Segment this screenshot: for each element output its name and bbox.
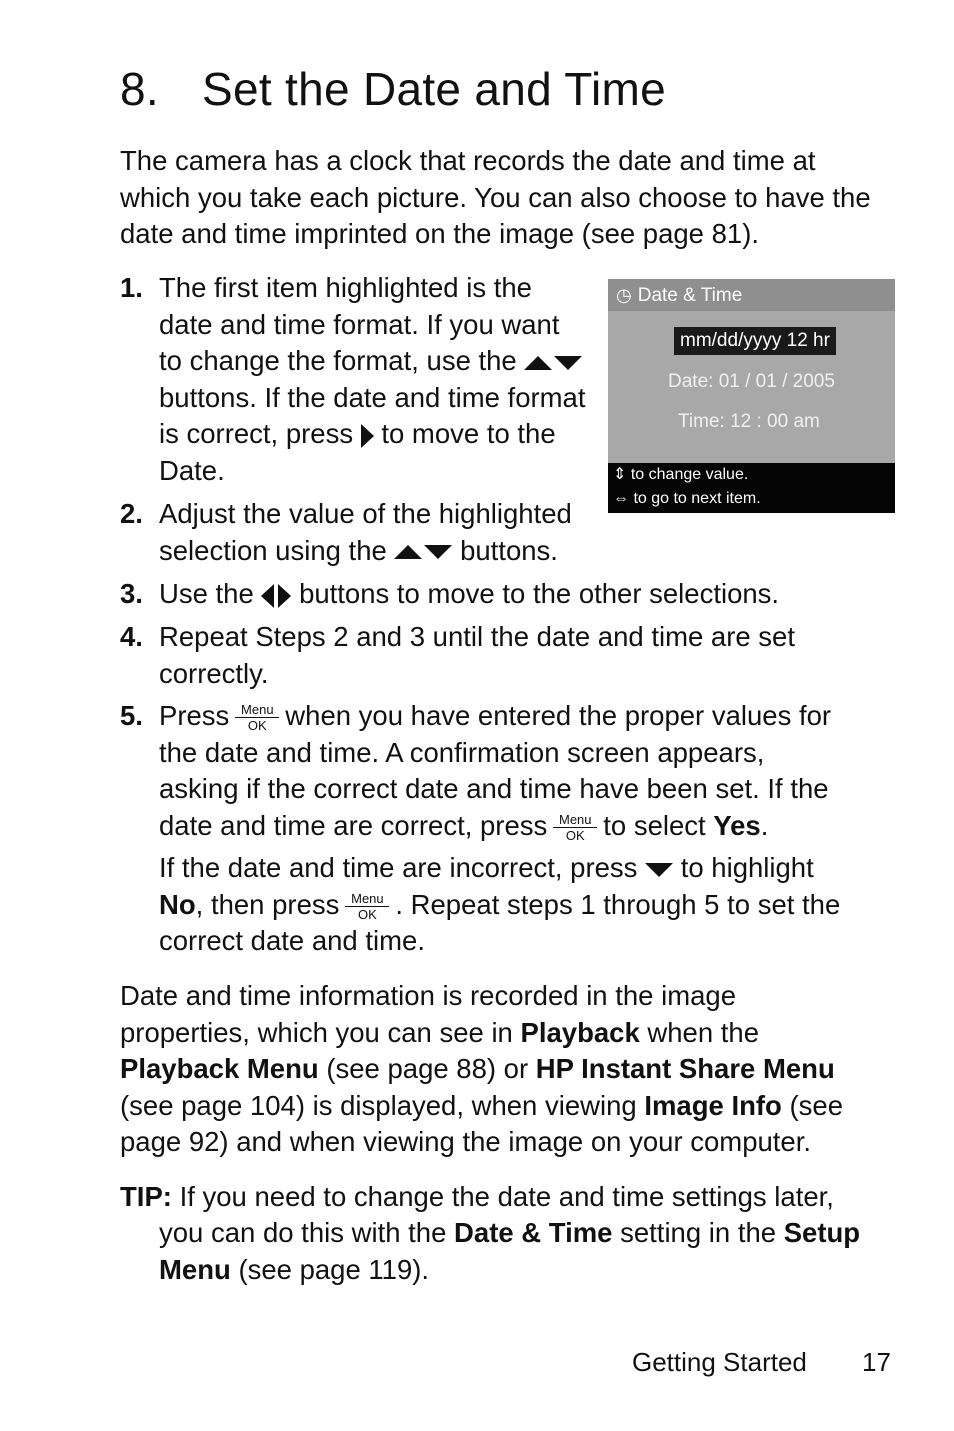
right-arrow-icon (278, 584, 291, 608)
left-right-icon: ⇔ (613, 490, 629, 507)
time-value: Time: 12 : 00 am (678, 411, 820, 432)
down-arrow-icon (424, 545, 452, 559)
up-arrow-icon (524, 356, 552, 370)
section-number: 8. (120, 63, 159, 115)
footer-section: Getting Started (632, 1347, 807, 1377)
left-arrow-icon (261, 584, 274, 608)
menu-ok-icon: Menu OK (553, 813, 597, 842)
down-arrow-icon (554, 356, 582, 370)
camera-screen-image (608, 279, 895, 513)
manual-page: 8. Set the Date and Time The camera has a clock that records the date and time at which you take each picture. You can also choose to have the date and time imprinted on the image (see page 81). 1. The first item highlighted is the date and time format. If you want to change the format, use the buttons. If the date and time format is correct, press to move to the Date. 2. Adjust the value of the highlighted selection using the buttons. 3. Use the buttons to move to the other selections. 4. Repeat Steps 2 and 3 until the date and time are set correctly. 5. Press Menu OK when you have entered the proper values for the date and time. A confirmation screen appears, asking if the correct date and time have been set. If the date and time are correct, press Menu OK to select Yes. If the date and time are incorrect, press to highlight No, then press Menu OK . Repeat steps 1 through 5 to set the correct date and time. ◷ Date & Time mm/dd/yyyy 12 hr Date: 01 / 01 / 2005 Time: 12 : 00 am ⇕ to change value. ⇔ to go to next item. Date and time information is recorded in the image properties, which you can see in Playback when the Playback Menu (see page 88) or HP Instant Share Menu (see page 104) is displayed, when viewing Image Info (see page 92) and when viewing the image on your computer. TIP: If you need to change the date and time settings later, you can do this with the Date & Time setting in the Setup Menu (see page 119). Getting Started 17 (0, 0, 954, 1431)
step-number: 2. (120, 498, 143, 529)
right-arrow-icon (361, 424, 374, 448)
section-title: Set the Date and Time (202, 63, 667, 115)
menu-ok-icon: Menu OK (345, 892, 389, 921)
step-number: 1. (120, 272, 143, 303)
format-selection: mm/dd/yyyy 12 hr (674, 327, 836, 355)
tip-label: TIP: (120, 1181, 172, 1212)
up-arrow-icon (394, 545, 422, 559)
step-number: 4. (120, 621, 143, 652)
clock-icon: ◷ (616, 285, 632, 305)
info-paragraph: Date and time information is recorded in the image properties, which you can see in Playback when the Playback Menu (see page 88) or HP Instant Share Menu (see page 104) is displayed, when viewing Image Info (see page 92) and when viewing the image on your computer. (120, 980, 843, 1157)
screen-header: ◷ Date & Time (608, 279, 895, 311)
up-down-icon: ⇕ (613, 466, 627, 483)
intro-paragraph: The camera has a clock that records the date and time at which you take each picture. You can also choose to have the date and time imprinted on the image (see page 81). (120, 145, 871, 249)
page-title (120, 62, 666, 116)
page-number: 17 (862, 1347, 891, 1377)
menu-ok-icon: Menu OK (235, 703, 279, 732)
step-number: 3. (120, 578, 143, 609)
date-value: Date: 01 / 01 / 2005 (668, 371, 835, 392)
screen-hints: ⇕ to change value. ⇔ to go to next item. (608, 463, 895, 513)
down-arrow-icon (645, 863, 673, 877)
step-number: 5. (120, 700, 143, 731)
